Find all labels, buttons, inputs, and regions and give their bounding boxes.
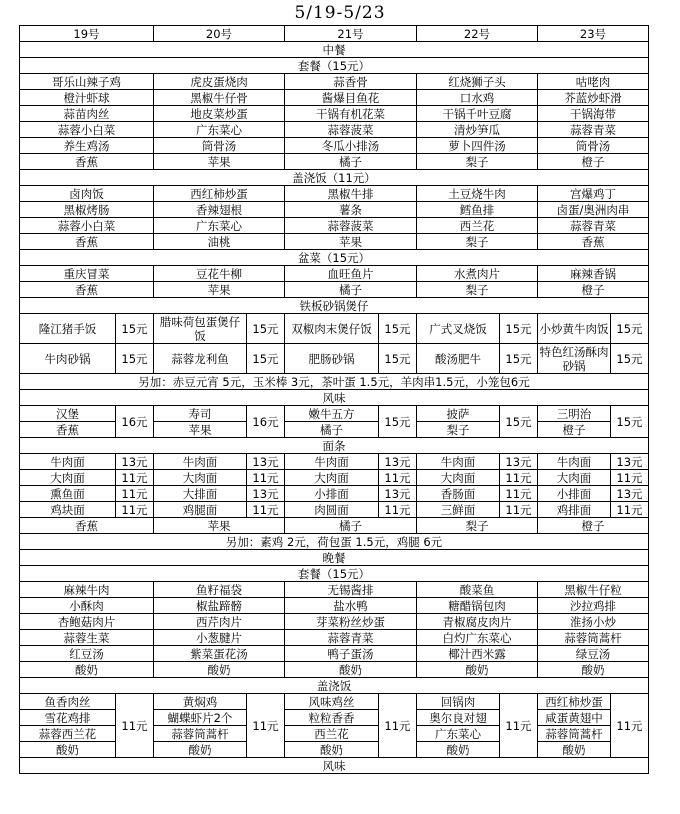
menu-item: 小葱腱片 <box>154 630 285 646</box>
menu-item: 三明治 <box>538 406 611 422</box>
menu-item: 梨子 <box>417 422 500 438</box>
price: 13元 <box>247 486 285 502</box>
table-row <box>20 582 649 598</box>
table-row <box>20 344 649 374</box>
section-header-rice-bowl: 盖浇饭 <box>20 678 649 694</box>
price: 15元 <box>379 314 417 344</box>
section-header-noodles: 面条 <box>20 438 649 454</box>
table-row <box>20 406 649 422</box>
table-row <box>20 218 649 234</box>
menu-item: 小酥肉 <box>20 598 154 614</box>
section-header-flavor-row <box>20 390 649 406</box>
table-row <box>20 314 649 344</box>
menu-item: 糖醋锅包肉 <box>417 598 538 614</box>
menu-item: 蒜蓉生菜 <box>20 630 154 646</box>
menu-item: 地皮菜炒蛋 <box>154 106 285 122</box>
menu-item: 芥蓝炒虾滑 <box>538 90 649 106</box>
menu-item: 肉圆面 <box>285 502 379 518</box>
day-header: 21号 <box>285 26 417 42</box>
menu-item: 黑椒牛仔骨 <box>154 90 285 106</box>
menu-item: 粒粒香香 <box>285 710 379 726</box>
price: 13元 <box>379 454 417 470</box>
menu-item: 嫩牛五方 <box>285 406 379 422</box>
table-row <box>20 266 649 282</box>
menu-item: 大肉面 <box>20 470 116 486</box>
table-row <box>20 726 649 742</box>
table-row <box>20 470 649 486</box>
price: 15元 <box>611 406 649 438</box>
menu-item: 酸汤肥牛 <box>417 344 500 374</box>
menu-item: 蒜蓉龙利鱼 <box>154 344 247 374</box>
price: 11元 <box>500 502 538 518</box>
menu-item: 青椒腐皮肉片 <box>417 614 538 630</box>
menu-item: 酸奶 <box>154 662 285 678</box>
price: 15元 <box>500 344 538 374</box>
price: 11元 <box>500 470 538 486</box>
menu-item: 橙汁虾球 <box>20 90 154 106</box>
section-header-set-meal: 套餐（15元） <box>20 58 649 74</box>
menu-item: 大排面 <box>154 486 247 502</box>
table-row <box>20 422 649 438</box>
menu-item: 大肉面 <box>154 470 247 486</box>
menu-item: 广东菜心 <box>154 122 285 138</box>
extras-note-row <box>20 374 649 390</box>
menu-item: 椒盐蹄髈 <box>154 598 285 614</box>
menu-item: 蒜香骨 <box>285 74 417 90</box>
menu-item: 白灼广东菜心 <box>417 630 538 646</box>
extras-note-row <box>20 534 649 550</box>
menu-item: 蒜蓉筒蒿杆 <box>154 726 247 742</box>
price: 11元 <box>116 694 154 758</box>
price: 15元 <box>500 314 538 344</box>
section-header-rice-bowl: 盖浇饭（11元） <box>20 170 649 186</box>
menu-item: 筒骨汤 <box>538 138 649 154</box>
dinner-header-row <box>20 550 649 566</box>
price: 13元 <box>500 454 538 470</box>
menu-item: 黑椒牛仔粒 <box>538 582 649 598</box>
menu-item: 特色红汤酥肉砂锅 <box>539 344 609 373</box>
day-header: 22号 <box>417 26 538 42</box>
table-row <box>20 614 649 630</box>
menu-item: 黄焖鸡 <box>154 694 247 710</box>
lunch-header: 中餐 <box>20 42 649 58</box>
menu-item: 麻辣香锅 <box>538 266 649 282</box>
table-row <box>20 662 649 678</box>
menu-item: 橘子 <box>285 154 417 170</box>
menu-item: 薯条 <box>285 202 417 218</box>
section-header-pot-dish: 盆菜（15元） <box>20 250 649 266</box>
menu-item: 蒜蓉筒蒿杆 <box>538 726 611 742</box>
menu-item: 香蕉 <box>20 518 154 534</box>
menu-item: 盐水鸭 <box>285 598 417 614</box>
menu-item: 鸡块面 <box>20 502 116 518</box>
price: 11元 <box>247 470 285 486</box>
price: 15元 <box>116 344 154 374</box>
menu-item: 筒骨汤 <box>154 138 285 154</box>
menu-item: 清炒笋瓜 <box>417 122 538 138</box>
menu-item: 鳕鱼排 <box>417 202 538 218</box>
price: 11元 <box>611 502 649 518</box>
menu-item: 咕咾肉 <box>538 74 649 90</box>
menu-item: 广东菜心 <box>417 726 500 742</box>
table-row <box>20 598 649 614</box>
menu-item: 香蕉 <box>20 154 154 170</box>
price: 11元 <box>116 470 154 486</box>
price: 11元 <box>611 470 649 486</box>
menu-item: 橙子 <box>538 422 611 438</box>
section-header-flavor: 风味 <box>20 390 649 406</box>
menu-item: 西芹肉片 <box>154 614 285 630</box>
day-header: 20号 <box>154 26 285 42</box>
menu-item: 香肠面 <box>417 486 500 502</box>
menu-item: 黑椒烤肠 <box>20 202 154 218</box>
menu-item: 香蕉 <box>20 422 116 438</box>
price: 11元 <box>247 694 285 758</box>
day-header: 19号 <box>20 26 154 42</box>
menu-item: 梨子 <box>417 282 538 298</box>
price: 13元 <box>379 486 417 502</box>
menu-item: 酸奶 <box>20 662 154 678</box>
price: 13元 <box>247 454 285 470</box>
menu-item: 蒜蓉小白菜 <box>20 122 154 138</box>
price: 13元 <box>116 454 154 470</box>
menu-item: 橙子 <box>538 518 649 534</box>
dinner-header: 晚餐 <box>20 550 649 566</box>
menu-item: 蒜蓉菠菜 <box>285 218 417 234</box>
day-header-row <box>20 26 649 42</box>
menu-item: 牛肉砂锅 <box>20 344 116 374</box>
menu-item: 红豆汤 <box>20 646 154 662</box>
menu-item: 小炒黄牛肉饭 <box>538 314 611 344</box>
price: 15元 <box>611 344 649 374</box>
menu-item: 隆江猪手饭 <box>20 314 116 344</box>
menu-item: 橙子 <box>538 154 649 170</box>
menu-item: 肥肠砂锅 <box>285 344 379 374</box>
menu-item: 酸奶 <box>417 662 538 678</box>
menu-item: 酸奶 <box>154 742 247 758</box>
price: 15元 <box>611 314 649 344</box>
menu-item: 酸菜鱼 <box>417 582 538 598</box>
menu-item: 牛肉面 <box>285 454 379 470</box>
menu-item: 口水鸡 <box>417 90 538 106</box>
lunch-header-row <box>20 42 649 58</box>
menu-item: 蒜蓉小白菜 <box>20 218 154 234</box>
menu-item: 萝卜四件汤 <box>417 138 538 154</box>
menu-item: 梨子 <box>417 518 538 534</box>
extras-note: 另加：素鸡 2元，荷包蛋 1.5元，鸡腿 6元 <box>20 534 649 550</box>
menu-item: 梨子 <box>417 234 538 250</box>
menu-item: 梨子 <box>417 154 538 170</box>
menu-item: 哥乐山辣子鸡 <box>20 74 154 90</box>
menu-item: 牛肉面 <box>20 454 116 470</box>
price: 11元 <box>247 502 285 518</box>
menu-item: 重庆冒菜 <box>20 266 154 282</box>
menu-item: 大肉面 <box>417 470 500 486</box>
menu-item: 无锡酱排 <box>285 582 417 598</box>
menu-item: 蝴蝶虾片2个 <box>154 710 247 726</box>
table-row <box>20 90 649 106</box>
table-row <box>20 518 649 534</box>
extras-note: 另加：赤豆元宵 5元，玉米棒 3元，茶叶蛋 1.5元，羊肉串1.5元，小笼包6元 <box>20 374 649 390</box>
menu-item: 橘子 <box>285 282 417 298</box>
menu-item: 蒜蓉青菜 <box>538 122 649 138</box>
menu-item: 蒜蓉西兰花 <box>20 726 116 742</box>
table-row <box>20 694 649 710</box>
price: 15元 <box>379 344 417 374</box>
menu-item: 芽菜粉丝炒蛋 <box>285 614 417 630</box>
menu-item: 大肉面 <box>285 470 379 486</box>
day-header: 23号 <box>538 26 649 42</box>
menu-item: 腊味荷包蛋煲仔饭 <box>154 314 247 344</box>
menu-item: 宫爆鸡丁 <box>538 186 649 202</box>
table-row <box>20 486 649 502</box>
menu-item: 大肉面 <box>538 470 611 486</box>
menu-item: 椰汁西米露 <box>417 646 538 662</box>
menu-item: 酸奶 <box>285 662 417 678</box>
menu-item: 酸奶 <box>538 742 611 758</box>
table-row <box>20 710 649 726</box>
price: 11元 <box>116 486 154 502</box>
table-row <box>20 202 649 218</box>
menu-item: 西红柿炒蛋 <box>154 186 285 202</box>
menu-item: 干锅海带 <box>538 106 649 122</box>
menu-item: 熏鱼面 <box>20 486 116 502</box>
menu-item: 卤蛋/奥洲肉串 <box>538 202 649 218</box>
menu-item: 披萨 <box>417 406 500 422</box>
menu-item: 血旺鱼片 <box>285 266 417 282</box>
section-header-noodles-row <box>20 438 649 454</box>
menu-item: 牛肉面 <box>154 454 247 470</box>
section-header-flavor-row <box>20 758 649 774</box>
price: 11元 <box>379 470 417 486</box>
menu-item: 蒜蓉筒蒿杆 <box>538 630 649 646</box>
section-header-flavor: 风味 <box>20 758 649 774</box>
menu-item: 西兰花 <box>285 726 379 742</box>
section-header-rice-bowl-row <box>20 678 649 694</box>
menu-item: 汉堡 <box>20 406 116 422</box>
section-header-set-meal: 套餐（15元） <box>20 566 649 582</box>
menu-item: 蒜苗肉丝 <box>20 106 154 122</box>
menu-item: 风味鸡丝 <box>285 694 379 710</box>
section-header-iron-pot: 铁板砂锅煲仔 <box>20 298 649 314</box>
menu-item: 酸奶 <box>417 742 500 758</box>
table-row <box>20 630 649 646</box>
table-row <box>20 646 649 662</box>
price: 16元 <box>247 406 285 438</box>
menu-item: 苹果 <box>154 422 247 438</box>
menu-item: 沙拉鸡排 <box>538 598 649 614</box>
menu-item: 养生鸡汤 <box>20 138 154 154</box>
menu-item: 苹果 <box>285 234 417 250</box>
menu-item: 雪花鸡排 <box>20 710 116 726</box>
menu-item: 回锅肉 <box>417 694 500 710</box>
menu-item: 杏鲍菇肉片 <box>20 614 154 630</box>
table-row <box>20 454 649 470</box>
menu-item: 苹果 <box>154 518 285 534</box>
menu-item: 牛肉面 <box>538 454 611 470</box>
menu-item: 西红柿炒蛋 <box>538 694 611 710</box>
menu-item: 咸蛋黄翅中 <box>538 710 611 726</box>
menu-item: 油桃 <box>154 234 285 250</box>
menu-item: 虎皮蛋烧肉 <box>154 74 285 90</box>
menu-item: 绿豆汤 <box>538 646 649 662</box>
price: 15元 <box>247 344 285 374</box>
section-header-rice-bowl-row <box>20 170 649 186</box>
price: 15元 <box>379 406 417 438</box>
menu-item: 冬瓜小排汤 <box>285 138 417 154</box>
menu-item: 广东菜心 <box>154 218 285 234</box>
menu-item: 广式叉烧饭 <box>417 314 500 344</box>
price: 11元 <box>379 694 417 758</box>
price: 11元 <box>500 694 538 758</box>
menu-item: 鸡排面 <box>538 502 611 518</box>
menu-item: 牛肉面 <box>417 454 500 470</box>
menu-item: 水煮肉片 <box>417 266 538 282</box>
section-header-set-meal-row <box>20 566 649 582</box>
weekly-menu-table <box>19 25 649 774</box>
menu-item: 西兰花 <box>417 218 538 234</box>
price: 16元 <box>116 406 154 438</box>
table-row <box>20 122 649 138</box>
menu-item: 香蕉 <box>20 234 154 250</box>
menu-item: 橘子 <box>285 518 417 534</box>
price: 13元 <box>611 454 649 470</box>
table-row <box>20 74 649 90</box>
price: 13元 <box>611 486 649 502</box>
menu-item: 红烧狮子头 <box>417 74 538 90</box>
menu-item: 香辣翅根 <box>154 202 285 218</box>
menu-item: 酸奶 <box>285 742 379 758</box>
section-header-set-meal-row <box>20 58 649 74</box>
table-row <box>20 138 649 154</box>
menu-item: 黑椒牛排 <box>285 186 417 202</box>
menu-item: 小排面 <box>538 486 611 502</box>
menu-item: 橘子 <box>285 422 379 438</box>
menu-title: 5/19-5/23 <box>294 3 386 23</box>
price: 11元 <box>116 502 154 518</box>
price: 11元 <box>379 502 417 518</box>
price: 15元 <box>116 314 154 344</box>
menu-item: 卤肉饭 <box>20 186 154 202</box>
menu-item: 豆花牛柳 <box>154 266 285 282</box>
menu-item: 香蕉 <box>20 282 154 298</box>
section-header-pot-dish-row <box>20 250 649 266</box>
menu-item: 酸奶 <box>20 742 116 758</box>
price: 15元 <box>500 406 538 438</box>
table-row <box>20 234 649 250</box>
menu-item: 苹果 <box>154 154 285 170</box>
menu-item: 鸭子蛋汤 <box>285 646 417 662</box>
menu-item: 奥尔良对翅 <box>417 710 500 726</box>
table-row <box>20 186 649 202</box>
menu-item: 蒜蓉菠菜 <box>285 122 417 138</box>
menu-item: 鱼籽福袋 <box>154 582 285 598</box>
menu-item: 鱼香肉丝 <box>20 694 116 710</box>
menu-item: 蒜蓉青菜 <box>285 630 417 646</box>
section-header-iron-pot-row <box>20 298 649 314</box>
menu-item: 寿司 <box>154 406 247 422</box>
menu-item: 鸡腿面 <box>154 502 247 518</box>
table-row <box>20 154 649 170</box>
menu-item: 橙子 <box>538 282 649 298</box>
menu-item: 双椒肉末煲仔饭 <box>285 314 379 344</box>
price: 15元 <box>247 314 285 344</box>
menu-item: 干锅有机花菜 <box>285 106 417 122</box>
menu-item: 香蕉 <box>538 234 649 250</box>
menu-item: 酸奶 <box>538 662 649 678</box>
table-row <box>20 282 649 298</box>
menu-item: 蒜蓉青菜 <box>538 218 649 234</box>
menu-item: 三鲜面 <box>417 502 500 518</box>
menu-item: 淮扬小炒 <box>538 614 649 630</box>
menu-item: 土豆烧牛肉 <box>417 186 538 202</box>
menu-item: 干锅千叶豆腐 <box>417 106 538 122</box>
table-row <box>20 742 649 758</box>
menu-item: 麻辣牛肉 <box>20 582 154 598</box>
table-row <box>20 106 649 122</box>
menu-item: 紫菜蛋花汤 <box>154 646 285 662</box>
menu-item: 苹果 <box>154 282 285 298</box>
table-row <box>20 502 649 518</box>
price: 11元 <box>611 694 649 758</box>
menu-item: 小排面 <box>285 486 379 502</box>
price: 11元 <box>500 486 538 502</box>
menu-item: 酱爆目鱼花 <box>285 90 417 106</box>
